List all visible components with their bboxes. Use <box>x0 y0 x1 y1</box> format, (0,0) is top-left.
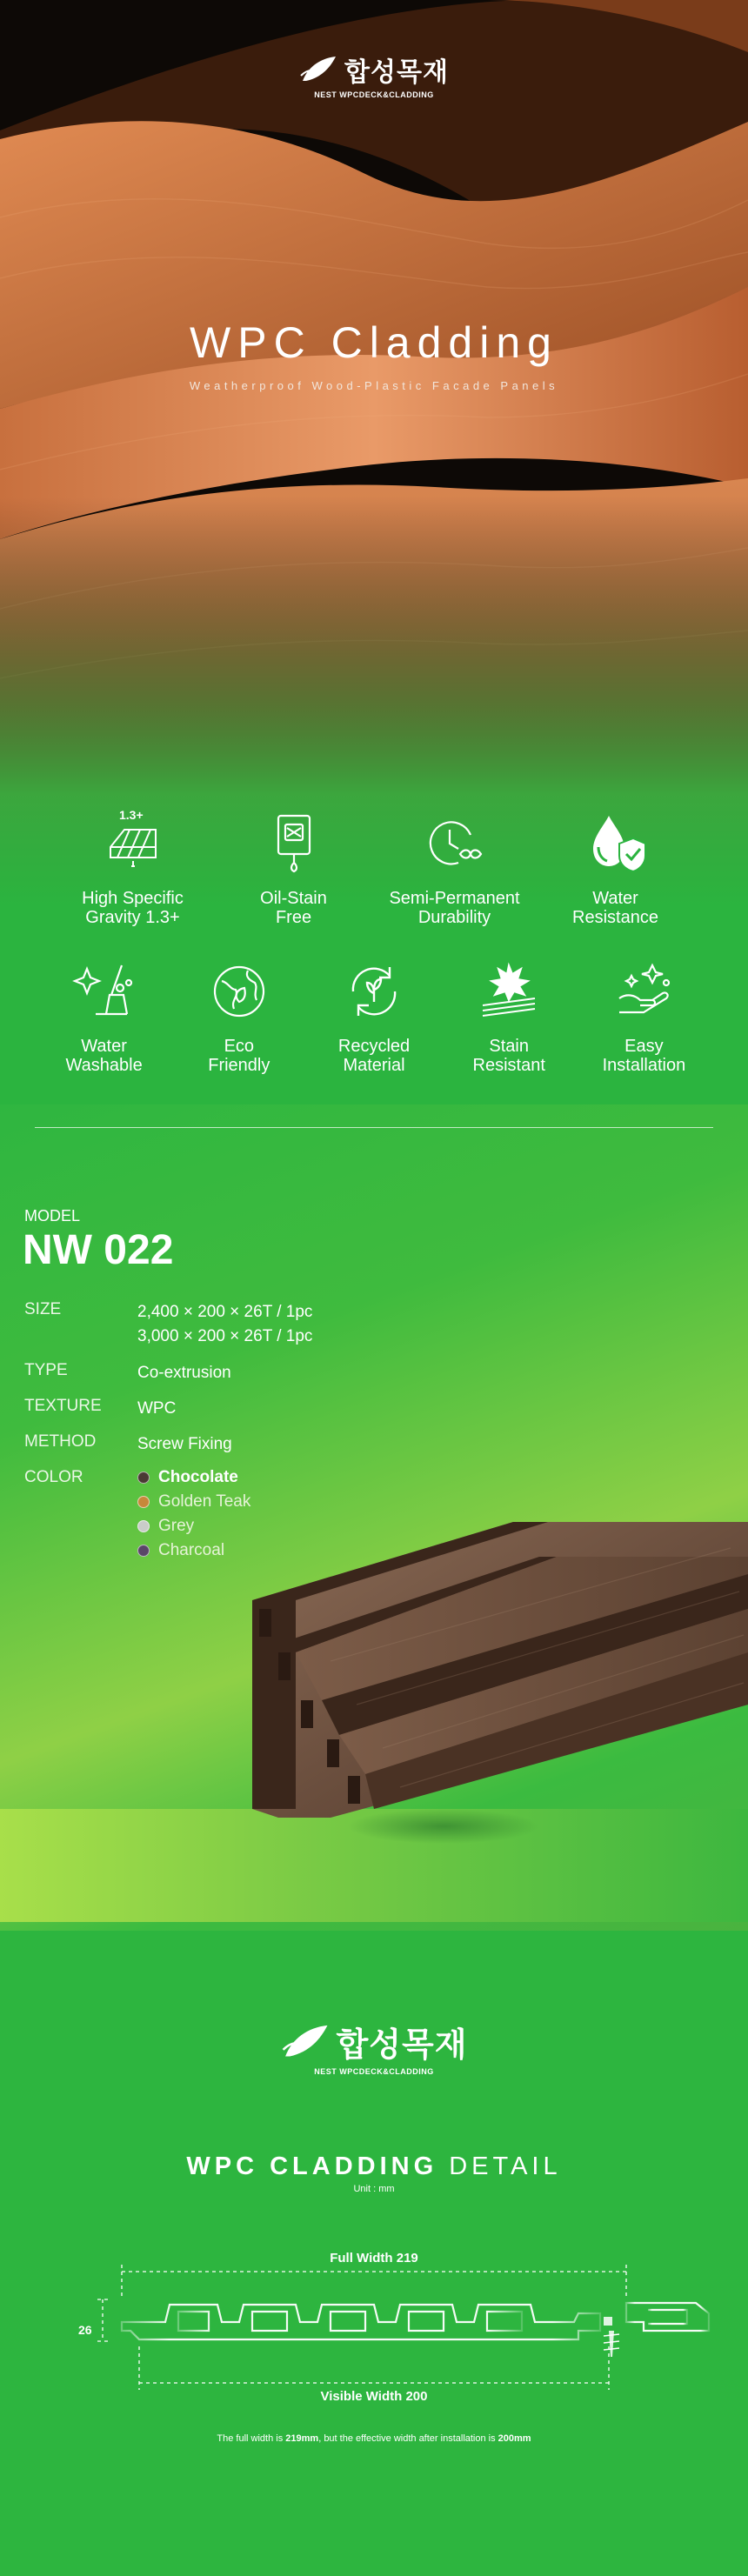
texture-value: WPC <box>137 1399 177 1418</box>
color-option-grey[interactable] <box>137 1517 250 1536</box>
color-swatch <box>137 1496 150 1508</box>
hero-subtitle: Weatherproof Wood-Plastic Facade Panels <box>189 379 559 392</box>
detail-title-bold: WPC CLADDING <box>186 2152 438 2180</box>
color-option-golden-teak[interactable] <box>137 1492 250 1512</box>
oil-stain-icon <box>259 809 329 878</box>
note-text: , but the effective width after installation is <box>318 2433 498 2444</box>
eco-icon <box>204 957 274 1026</box>
feature-label: Recycled <box>337 1037 411 1056</box>
feature-item <box>546 809 685 927</box>
model-label: MODEL <box>24 1207 81 1225</box>
feature-label: Oil-Stain <box>260 889 327 908</box>
feature-label: Durability <box>417 908 491 927</box>
feature-label: Washable <box>65 1056 143 1075</box>
width-note <box>0 2433 748 2444</box>
feature-item <box>63 809 203 927</box>
feature-label: Water <box>592 889 638 908</box>
color-name: Charcoal <box>158 1541 225 1559</box>
full-width-label: Full Width 219 <box>330 2251 418 2266</box>
leaf-logo-icon <box>281 2023 330 2061</box>
detail-title <box>0 2152 748 2181</box>
feature-item <box>37 957 171 1075</box>
brand-logo[interactable] <box>0 2018 748 2076</box>
color-swatch <box>137 1520 150 1532</box>
durability-icon <box>420 809 490 878</box>
hero-title: WPC Cladding <box>190 318 558 367</box>
feature-item <box>224 809 364 927</box>
svg-text:1.3+: 1.3+ <box>118 809 144 822</box>
stain-icon <box>474 957 544 1026</box>
size-value: 3,000 × 200 × 26T / 1pc <box>137 1327 313 1345</box>
detail-title-rest: DETAIL <box>449 2152 562 2180</box>
color-label: COLOR <box>24 1468 83 1486</box>
note-visible-width: 200mm <box>498 2433 531 2444</box>
size-label: SIZE <box>24 1300 62 1318</box>
feature-label: Stain <box>489 1037 529 1056</box>
model-value: NW 022 <box>23 1227 174 1273</box>
feature-item <box>442 957 577 1075</box>
note-full-width: 219mm <box>285 2433 319 2444</box>
profile-drawing <box>0 2261 748 2392</box>
brand-name-kr: 합성목재 <box>344 57 449 88</box>
spec-row-method <box>24 1432 312 1456</box>
method-value: Screw Fixing <box>137 1435 232 1453</box>
divider <box>35 1127 713 1128</box>
color-options <box>137 1468 250 1560</box>
features-grid <box>0 809 748 1075</box>
feature-label: Free <box>275 908 312 927</box>
brand-name-en: NEST WPCDECK&CLADDING <box>314 90 434 99</box>
feature-label: Installation <box>602 1056 686 1075</box>
color-option-chocolate[interactable] <box>137 1468 250 1487</box>
feature-label: Resistant <box>472 1056 545 1075</box>
method-label: METHOD <box>24 1432 97 1451</box>
water-resistance-icon <box>581 809 651 878</box>
visible-width-label: Visible Width 200 <box>320 2389 428 2404</box>
type-value: Co-extrusion <box>137 1364 231 1382</box>
hero-section <box>0 0 748 1104</box>
feature-label: Material <box>343 1056 405 1075</box>
unit-label: Unit : mm <box>353 2184 395 2194</box>
color-name: Golden Teak <box>158 1492 251 1511</box>
feature-label: Friendly <box>208 1056 270 1075</box>
detail-section <box>0 1931 748 2576</box>
feature-label: Gravity 1.3+ <box>85 908 180 927</box>
spec-section <box>0 1104 748 1931</box>
feature-label: Semi-Permanent <box>389 889 520 908</box>
spec-row-texture <box>24 1397 312 1420</box>
feature-item <box>385 809 524 927</box>
cladding-panel-image <box>244 1522 748 1861</box>
color-swatch <box>137 1472 150 1484</box>
color-option-charcoal[interactable] <box>137 1541 250 1560</box>
feature-label: Water <box>81 1037 127 1056</box>
type-label: TYPE <box>24 1361 68 1379</box>
leaf-logo-icon <box>299 55 337 84</box>
feature-item <box>306 957 441 1075</box>
feature-label: Resistance <box>572 908 658 927</box>
size-value: 2,400 × 200 × 26T / 1pc <box>137 1303 313 1321</box>
brand-logo[interactable] <box>0 50 748 99</box>
feature-item <box>171 957 306 1075</box>
washable-icon <box>70 957 139 1026</box>
color-name: Grey <box>158 1517 195 1535</box>
feature-item <box>577 957 711 1075</box>
spec-row-size <box>24 1300 312 1349</box>
feature-label: Eco <box>224 1037 255 1056</box>
gravity-icon <box>98 809 168 878</box>
install-icon <box>609 957 678 1026</box>
spec-row-type <box>24 1361 312 1385</box>
brand-name-en: NEST WPCDECK&CLADDING <box>314 2067 434 2076</box>
recycle-icon <box>339 957 409 1026</box>
texture-label: TEXTURE <box>24 1397 102 1415</box>
feature-label: Easy <box>624 1037 664 1056</box>
color-name: Chocolate <box>158 1468 238 1486</box>
feature-label: High Specific <box>82 889 184 908</box>
note-text: The full width is <box>217 2433 286 2444</box>
brand-name-kr: 합성목재 <box>336 2025 468 2064</box>
color-swatch <box>137 1545 150 1557</box>
height-label: 26 <box>78 2323 92 2337</box>
